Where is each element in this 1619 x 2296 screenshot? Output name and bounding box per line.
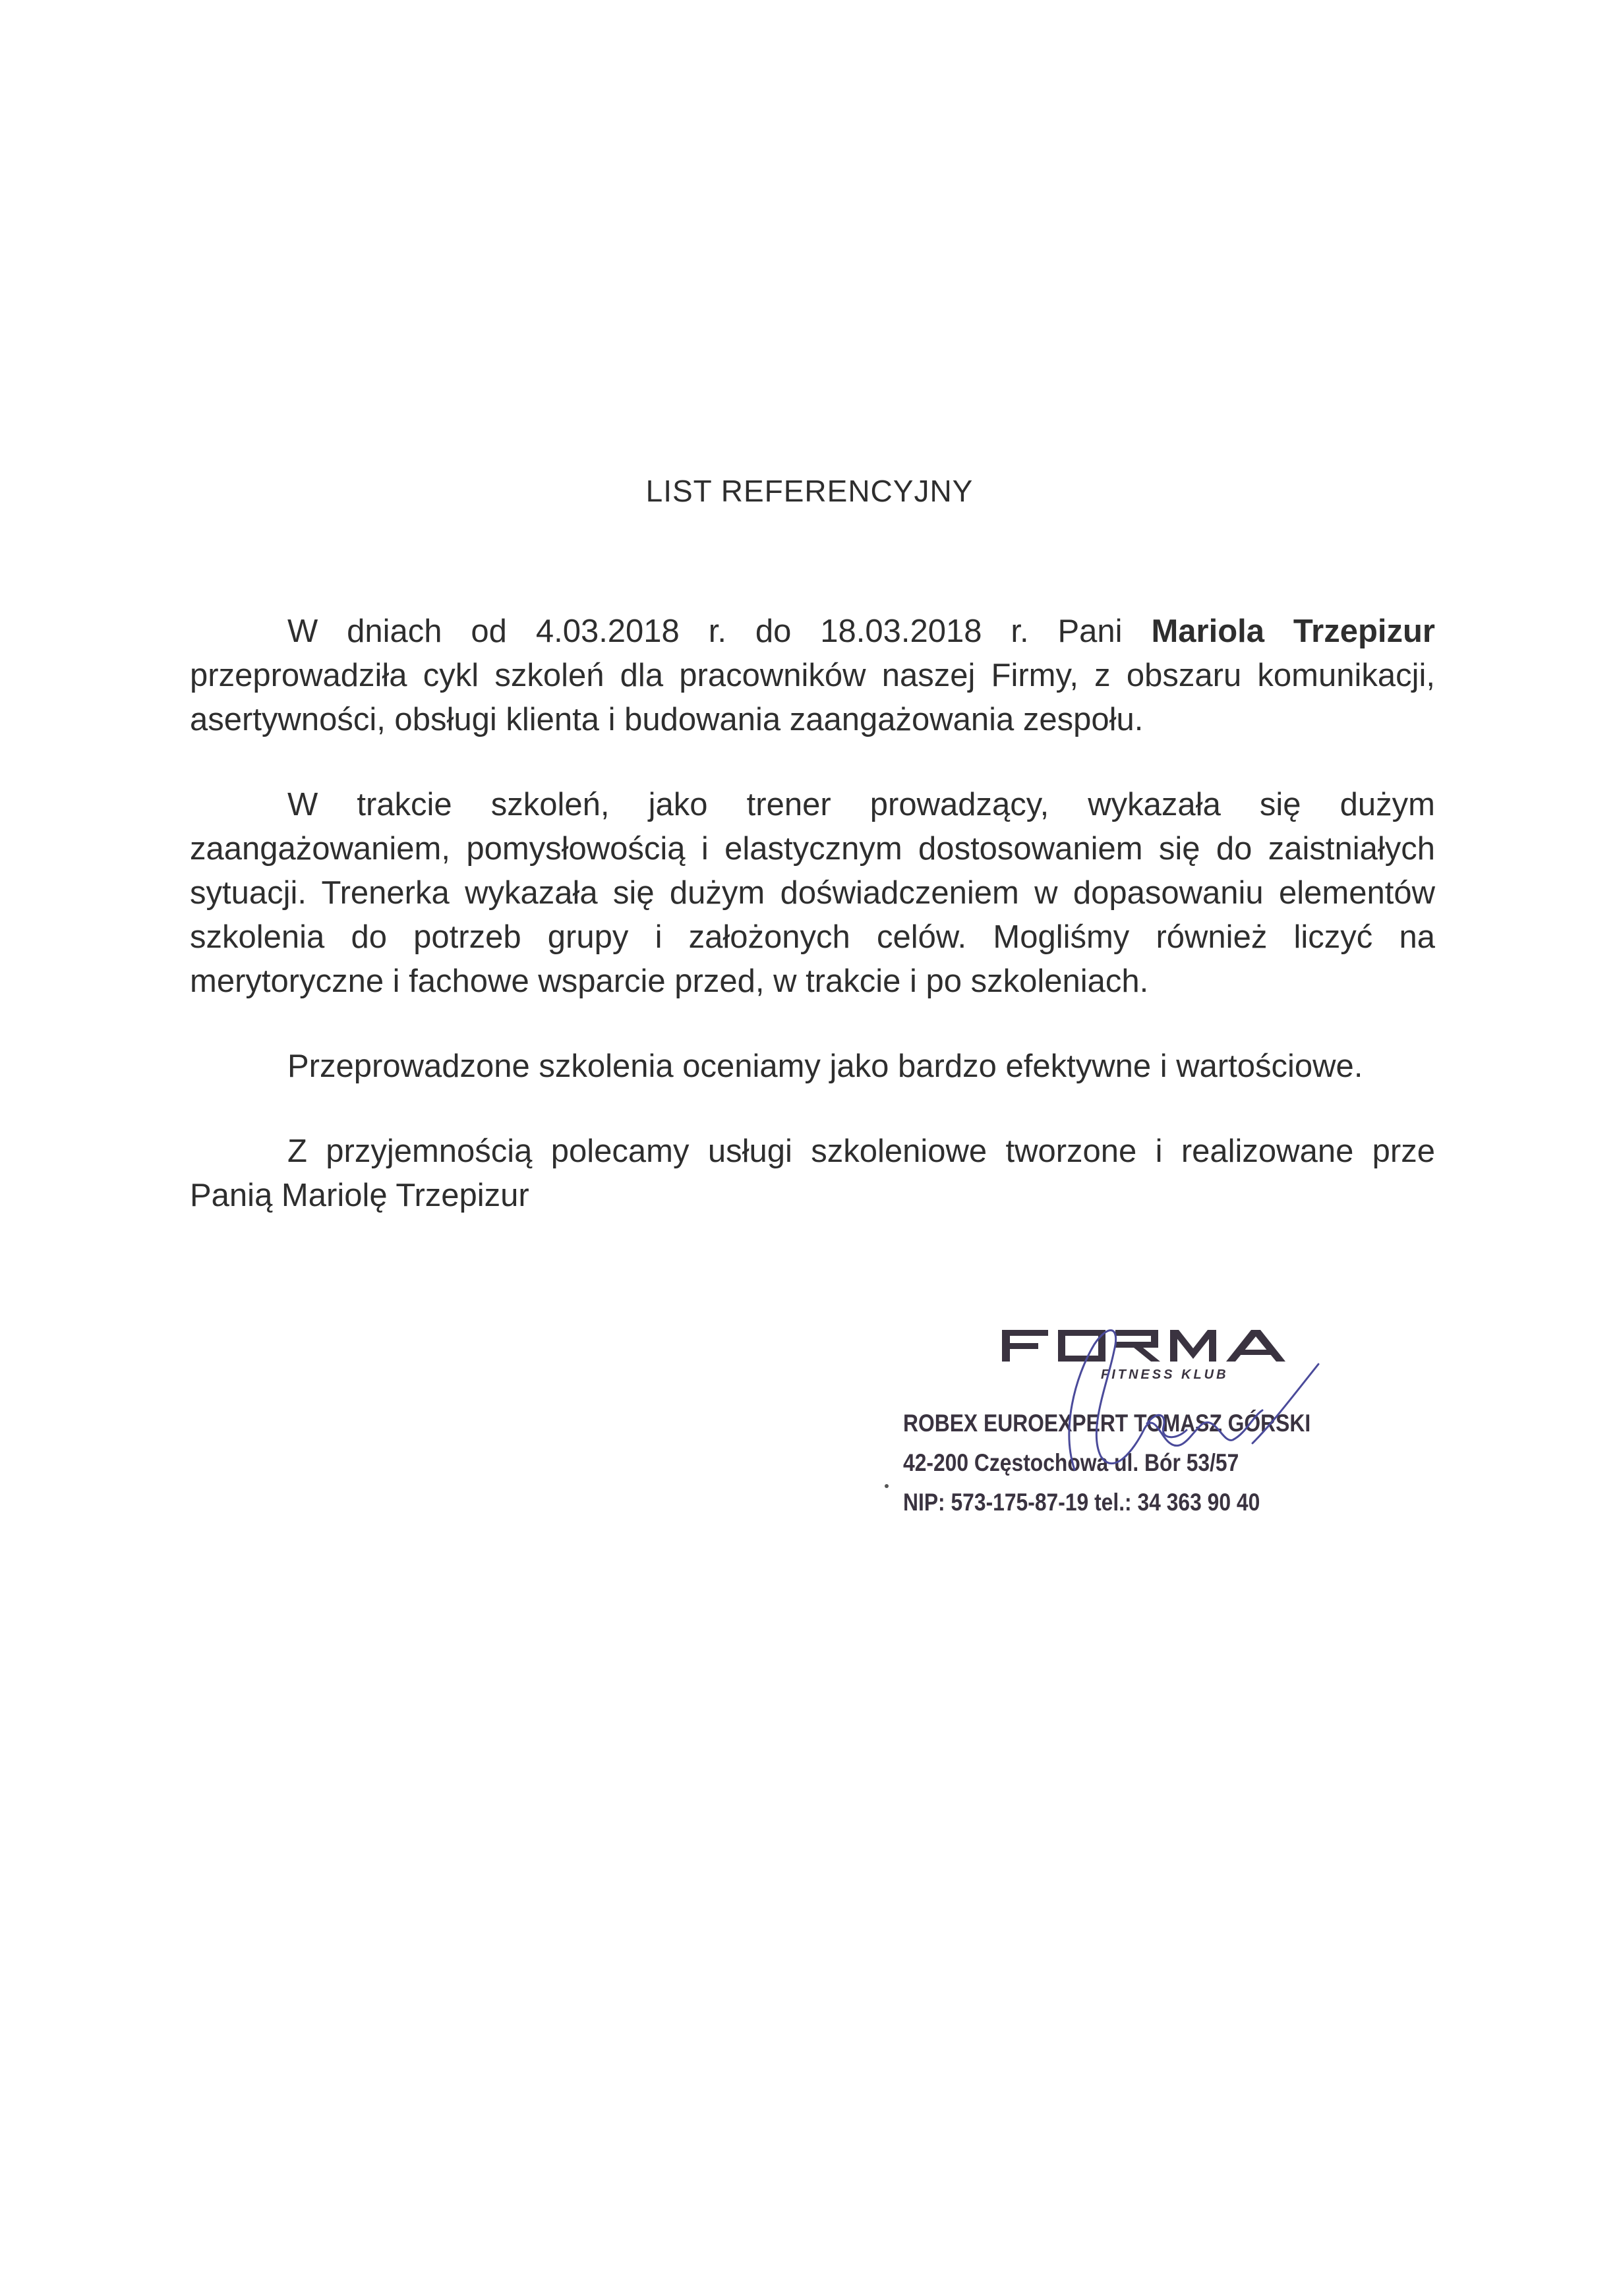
stamp-address: 42-200 Częstochowa ul. Bór 53/57 xyxy=(903,1449,1239,1476)
logo-subtext: FITNESS KLUB xyxy=(1101,1367,1229,1382)
letter-body xyxy=(190,610,1435,1259)
paragraph-rating: Przeprowadzone szkolenia oceniamy jako bardzo efektywne i wartościowe. xyxy=(287,1048,1363,1084)
paragraph-evaluation: W trakcie szkoleń, jako trener prowadzący, wykazała się dużym zaangażowaniem, pomysłowością i elastycznym dostosowaniem się do zaistniałych sytuacji. Trenerka wykazała się dużym doświadczeniem w dopasowaniu elementów szkolenia do potrzeb grupy i założonych celów. Mogliśmy również liczyć na merytoryczne i fachowe wsparcie przed, w trakcie i po szkoleniach. xyxy=(190,787,1435,999)
paragraph-recommendation: Z przyjemnością polecamy usługi szkoleniowe tworzone i realizowane prze Panią Mariolę Trzepizur xyxy=(190,1134,1435,1213)
paragraph-dates xyxy=(190,610,1435,742)
scan-dot xyxy=(885,1484,889,1488)
stamp-company-name: ROBEX EUROEXPERT TOMASZ GÓRSKI xyxy=(903,1410,1311,1437)
paragraph-dates-text-cont: przeprowadziła cykl szkoleń dla pracowników naszej Firmy, z obszaru komunikacji, asertywności, obsługi klienta i budowania zaangażowania zespołu. xyxy=(190,658,1435,737)
stamp-text-block xyxy=(903,1404,1310,1522)
paragraph-dates-text: W dniach od 4.03.2018 r. do 18.03.2018 r. Pani xyxy=(287,614,1152,649)
stamp-tax-phone: NIP: 573-175-87-19 tel.: 34 363 90 40 xyxy=(903,1489,1260,1516)
company-stamp xyxy=(903,1325,1365,1542)
forma-logo-icon xyxy=(1002,1325,1292,1384)
document-title: LIST REFERENCYJNY xyxy=(645,474,974,508)
trainer-name: Mariola Trzepizur xyxy=(1151,614,1435,649)
